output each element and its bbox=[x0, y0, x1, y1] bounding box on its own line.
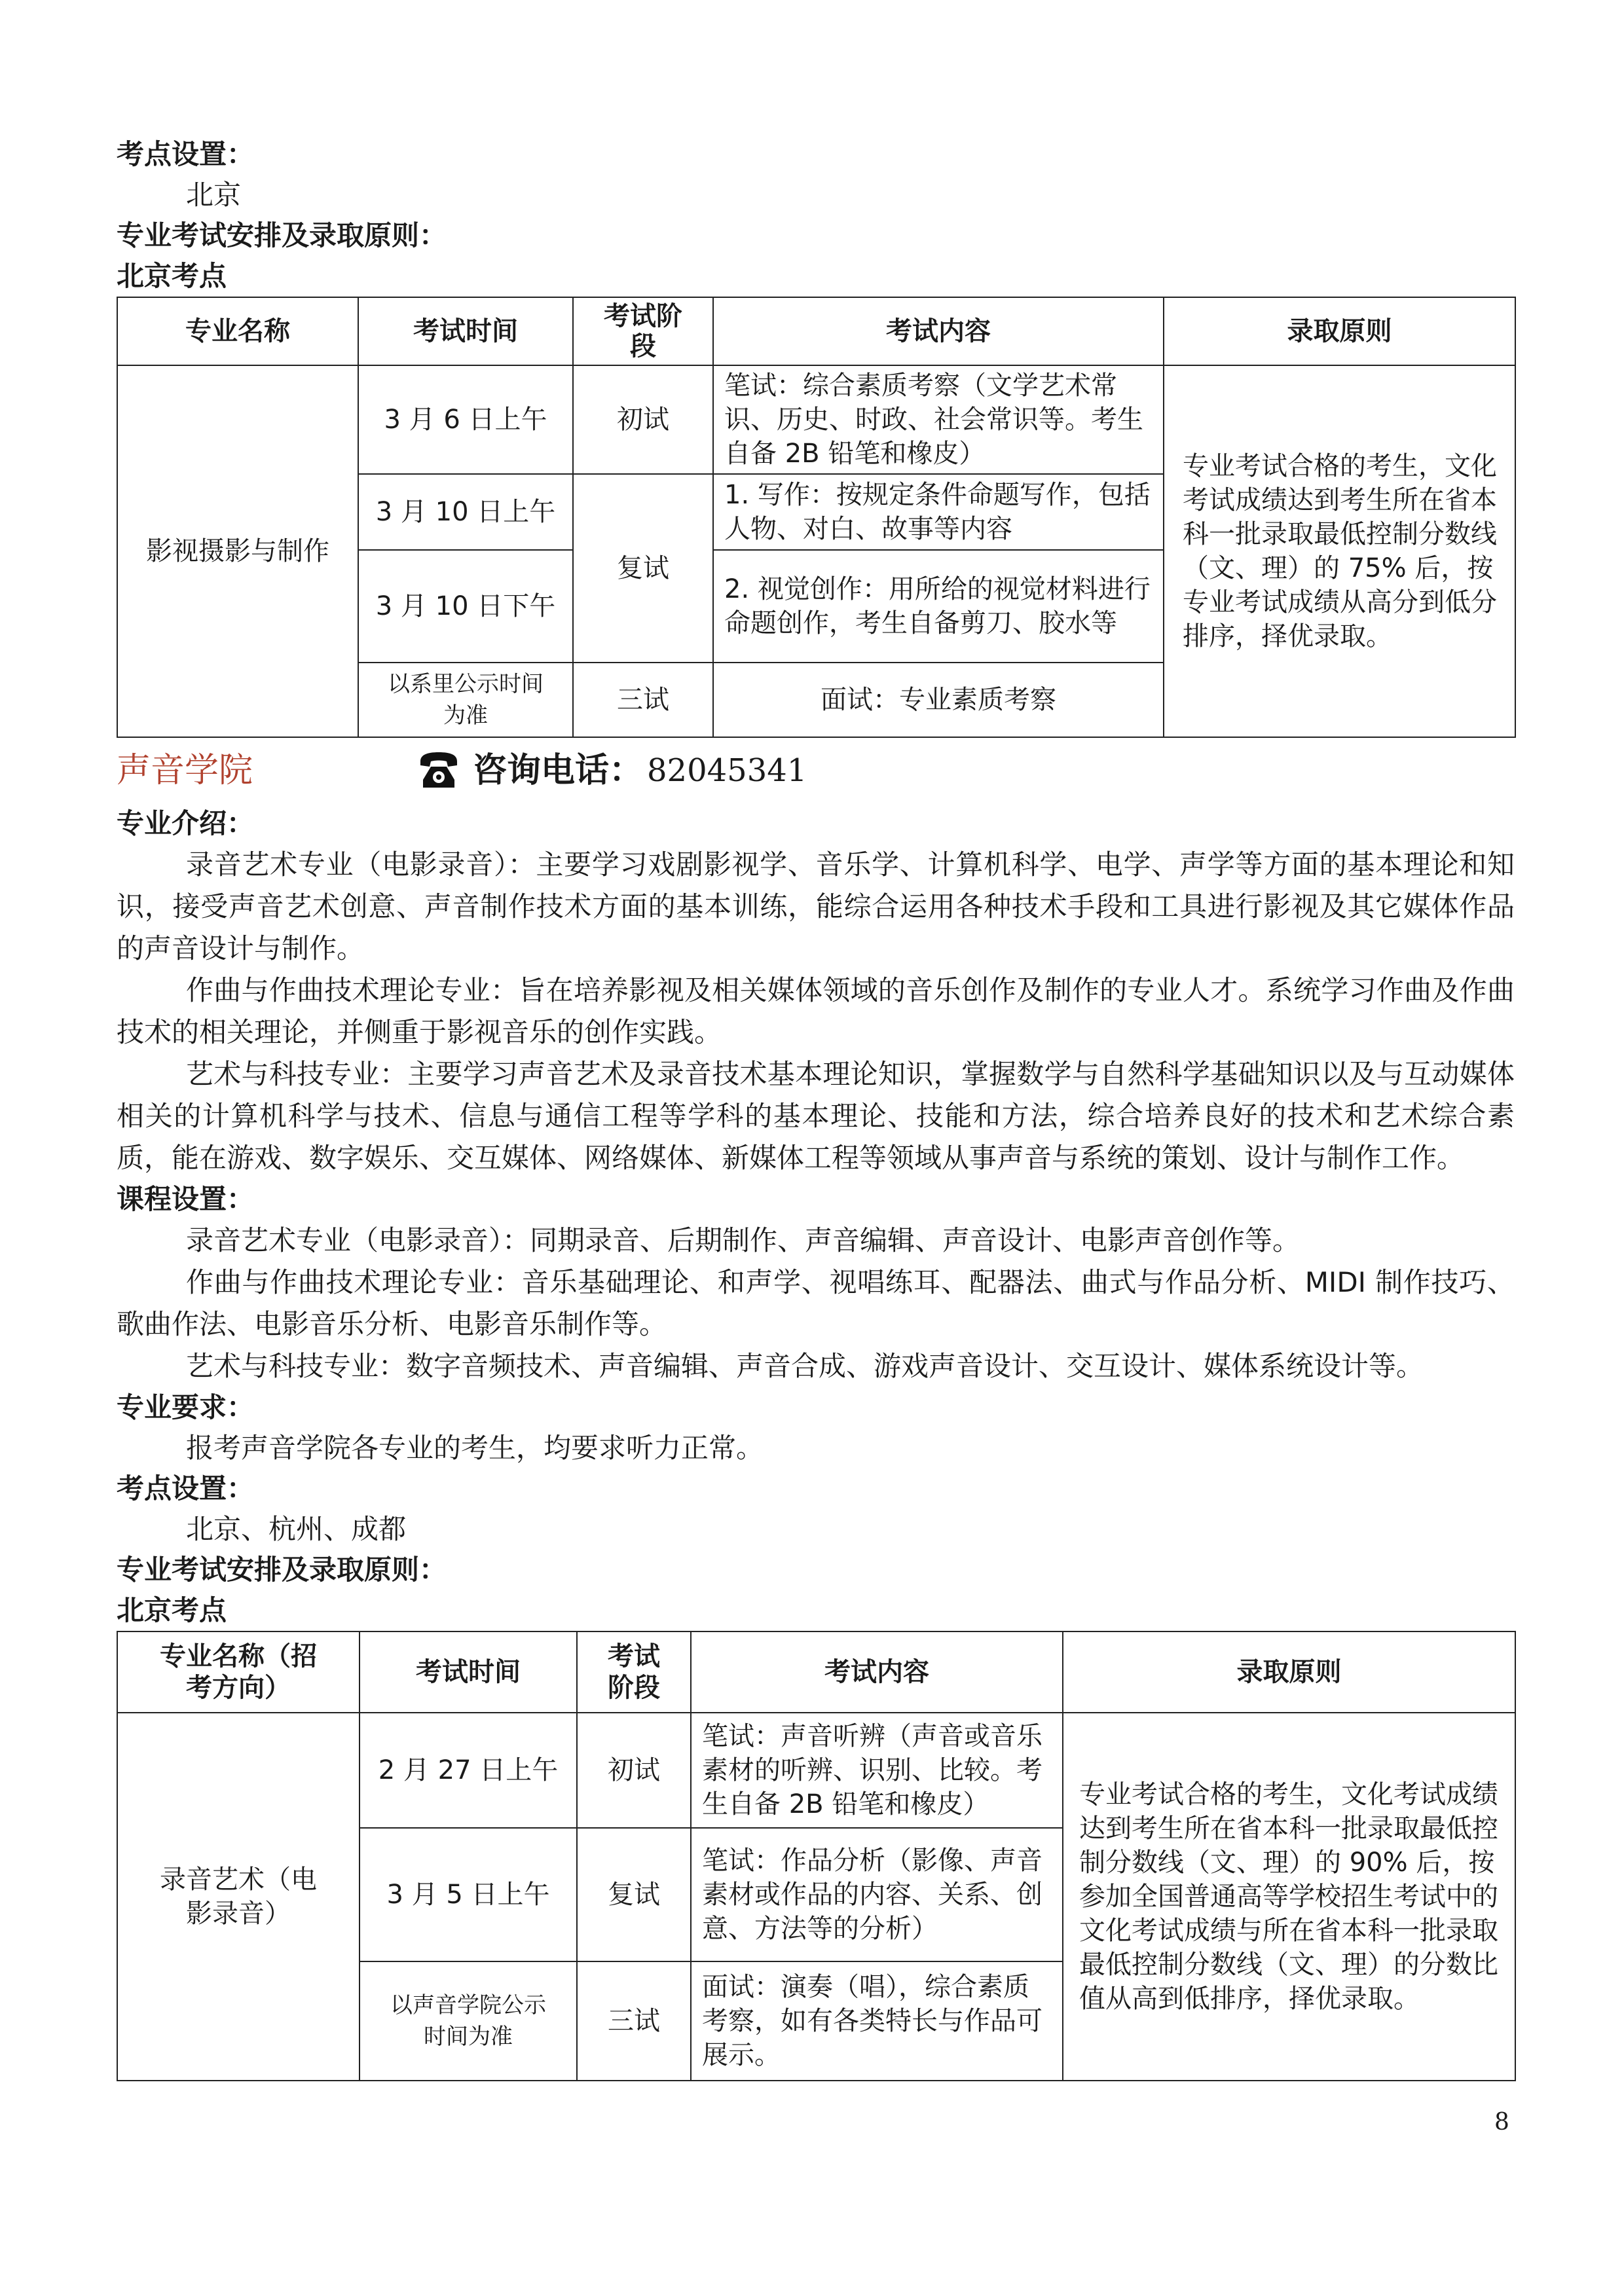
sound-exam-table bbox=[117, 1631, 1516, 2081]
header-principle: 录取原则 bbox=[1063, 1631, 1515, 1713]
exam-site-label: 考点设置： bbox=[117, 138, 255, 170]
major-intro-label: 专业介绍： bbox=[117, 807, 255, 839]
exam-arrangement-label: 专业考试安排及录取原则： bbox=[117, 1554, 447, 1586]
header-major: 专业名称 bbox=[117, 297, 358, 365]
intro-paragraph: 作曲与作曲技术理论专业：旨在培养影视及相关媒体领域的音乐创作及制作的专业人才。系统学习作曲及作曲技术的相关理论，并侧重于影视音乐的创作实践。 bbox=[117, 974, 1515, 1048]
course-paragraph: 作曲与作曲技术理论专业：音乐基础理论、和声学、视唱练耳、配器法、曲式与作品分析、MIDI 制作技巧、歌曲作法、电影音乐分析、电影音乐制作等。 bbox=[117, 1266, 1515, 1340]
course-paragraph: 艺术与科技专业：数字音频技术、声音编辑、声音合成、游戏声音设计、交互设计、媒体系统设计等。 bbox=[186, 1350, 1424, 1382]
sound-section-header bbox=[117, 738, 1515, 803]
exam-content-cell: 笔试：声音听辨（声音或音乐素材的听辨、识别、比较。考生自备 2B 铅笔和橡皮） bbox=[691, 1713, 1063, 1828]
telephone-icon bbox=[418, 750, 460, 792]
exam-time-cell: 以系里公示时间为准 bbox=[358, 663, 573, 737]
section-title: 声音学院 bbox=[117, 751, 253, 790]
header-time: 考试时间 bbox=[360, 1631, 577, 1713]
exam-time-cell: 2 月 27 日上午 bbox=[360, 1713, 577, 1828]
exam-content-cell: 2. 视觉创作：用所给的视觉材料进行命题创作，考生自备剪刀、胶水等 bbox=[713, 550, 1164, 663]
sound-major-cell: 录音艺术（电影录音） bbox=[117, 1713, 360, 2081]
beijing-site-label: 北京考点 bbox=[117, 260, 227, 292]
header-content: 考试内容 bbox=[713, 297, 1164, 365]
exam-content-cell: 笔试：作品分析（影像、声音素材或作品的内容、关系、创意、方法等的分析） bbox=[691, 1828, 1063, 1961]
requirements-label: 专业要求： bbox=[117, 1391, 255, 1423]
header-time: 考试时间 bbox=[358, 297, 573, 365]
header-content: 考试内容 bbox=[691, 1631, 1063, 1713]
exam-time-cell: 3 月 6 日上午 bbox=[358, 365, 573, 474]
film-exam-table bbox=[117, 297, 1516, 738]
exam-time-cell: 3 月 10 日下午 bbox=[358, 550, 573, 663]
course-paragraph: 录音艺术专业（电影录音）：同期录音、后期制作、声音编辑、声音设计、电影声音创作等。 bbox=[186, 1224, 1301, 1256]
page-number: 8 bbox=[1494, 2109, 1509, 2136]
exam-site-label: 考点设置： bbox=[117, 1472, 255, 1504]
table-header-row bbox=[117, 297, 1515, 365]
table-row bbox=[117, 365, 1515, 474]
exam-stage-cell: 三试 bbox=[573, 663, 713, 737]
requirement-text: 报考声音学院各专业的考生，均要求听力正常。 bbox=[186, 1432, 764, 1464]
film-major-cell: 影视摄影与制作 bbox=[117, 365, 358, 737]
header-stage: 考试阶段 bbox=[573, 297, 713, 365]
exam-stage-cell: 初试 bbox=[573, 365, 713, 474]
exam-stage-cell: 初试 bbox=[577, 1713, 691, 1828]
film-exam-sites: 北京 bbox=[186, 179, 242, 211]
courses-label: 课程设置： bbox=[117, 1183, 255, 1215]
admission-principle-cell: 专业考试合格的考生，文化考试成绩达到考生所在省本科一批录取最低控制分数线（文、理）的 75% 后，按专业考试成绩从高分到低分排序，择优录取。 bbox=[1164, 365, 1515, 737]
table-row bbox=[117, 1713, 1515, 1828]
header-major: 专业名称（招考方向） bbox=[117, 1631, 360, 1713]
exam-stage-cell: 复试 bbox=[573, 474, 713, 663]
phone-number: 82045341 bbox=[647, 752, 807, 789]
table-header-row bbox=[117, 1631, 1515, 1713]
beijing-site-label: 北京考点 bbox=[117, 1594, 227, 1626]
header-principle: 录取原则 bbox=[1164, 297, 1515, 365]
exam-stage-cell: 复试 bbox=[577, 1828, 691, 1961]
exam-time-cell: 以声音学院公示时间为准 bbox=[360, 1961, 577, 2081]
exam-content-cell: 笔试：综合素质考察（文学艺术常识、历史、时政、社会常识等。考生自备 2B 铅笔和橡皮） bbox=[713, 365, 1164, 474]
exam-content-cell: 面试：专业素质考察 bbox=[713, 663, 1164, 737]
page-content bbox=[117, 134, 1515, 2081]
exam-content-cell: 1. 写作：按规定条件命题写作，包括人物、对白、故事等内容 bbox=[713, 474, 1164, 550]
exam-time-cell: 3 月 10 日上午 bbox=[358, 474, 573, 550]
intro-paragraph: 录音艺术专业（电影录音）：主要学习戏剧影视学、音乐学、计算机科学、电学、声学等方面的基本理论和知识，接受声音艺术创意、声音制作技术方面的基本训练，能综合运用各种技术手段和工具进行影视及其它媒体作品的声音设计与制作。 bbox=[117, 848, 1515, 964]
phone-label: 咨询电话： bbox=[473, 751, 644, 790]
exam-content-cell: 面试：演奏（唱），综合素质考察，如有各类特长与作品可展示。 bbox=[691, 1961, 1063, 2081]
consultation-phone bbox=[418, 747, 807, 794]
exam-arrangement-label: 专业考试安排及录取原则： bbox=[117, 219, 447, 251]
exam-time-cell: 3 月 5 日上午 bbox=[360, 1828, 577, 1961]
exam-stage-cell: 三试 bbox=[577, 1961, 691, 2081]
intro-paragraph: 艺术与科技专业：主要学习声音艺术及录音技术基本理论知识，掌握数学与自然科学基础知识以及与互动媒体相关的计算机科学与技术、信息与通信工程等学科的基本理论、技能和方法，综合培养良好的技术和艺术综合素质，能在游戏、数字娱乐、交互媒体、网络媒体、新媒体工程等领域从事声音与系统的策划、设计与制作工作。 bbox=[117, 1058, 1515, 1174]
admission-principle-cell: 专业考试合格的考生，文化考试成绩达到考生所在省本科一批录取最低控制分数线（文、理）的 90% 后，按参加全国普通高等学校招生考试中的文化考试成绩与所在省本科一批录取最低控制分数线（文、理）的分数比值从高到低排序，择优录取。 bbox=[1063, 1713, 1515, 2081]
header-stage: 考试阶段 bbox=[577, 1631, 691, 1713]
sound-exam-sites: 北京、杭州、成都 bbox=[186, 1513, 407, 1545]
